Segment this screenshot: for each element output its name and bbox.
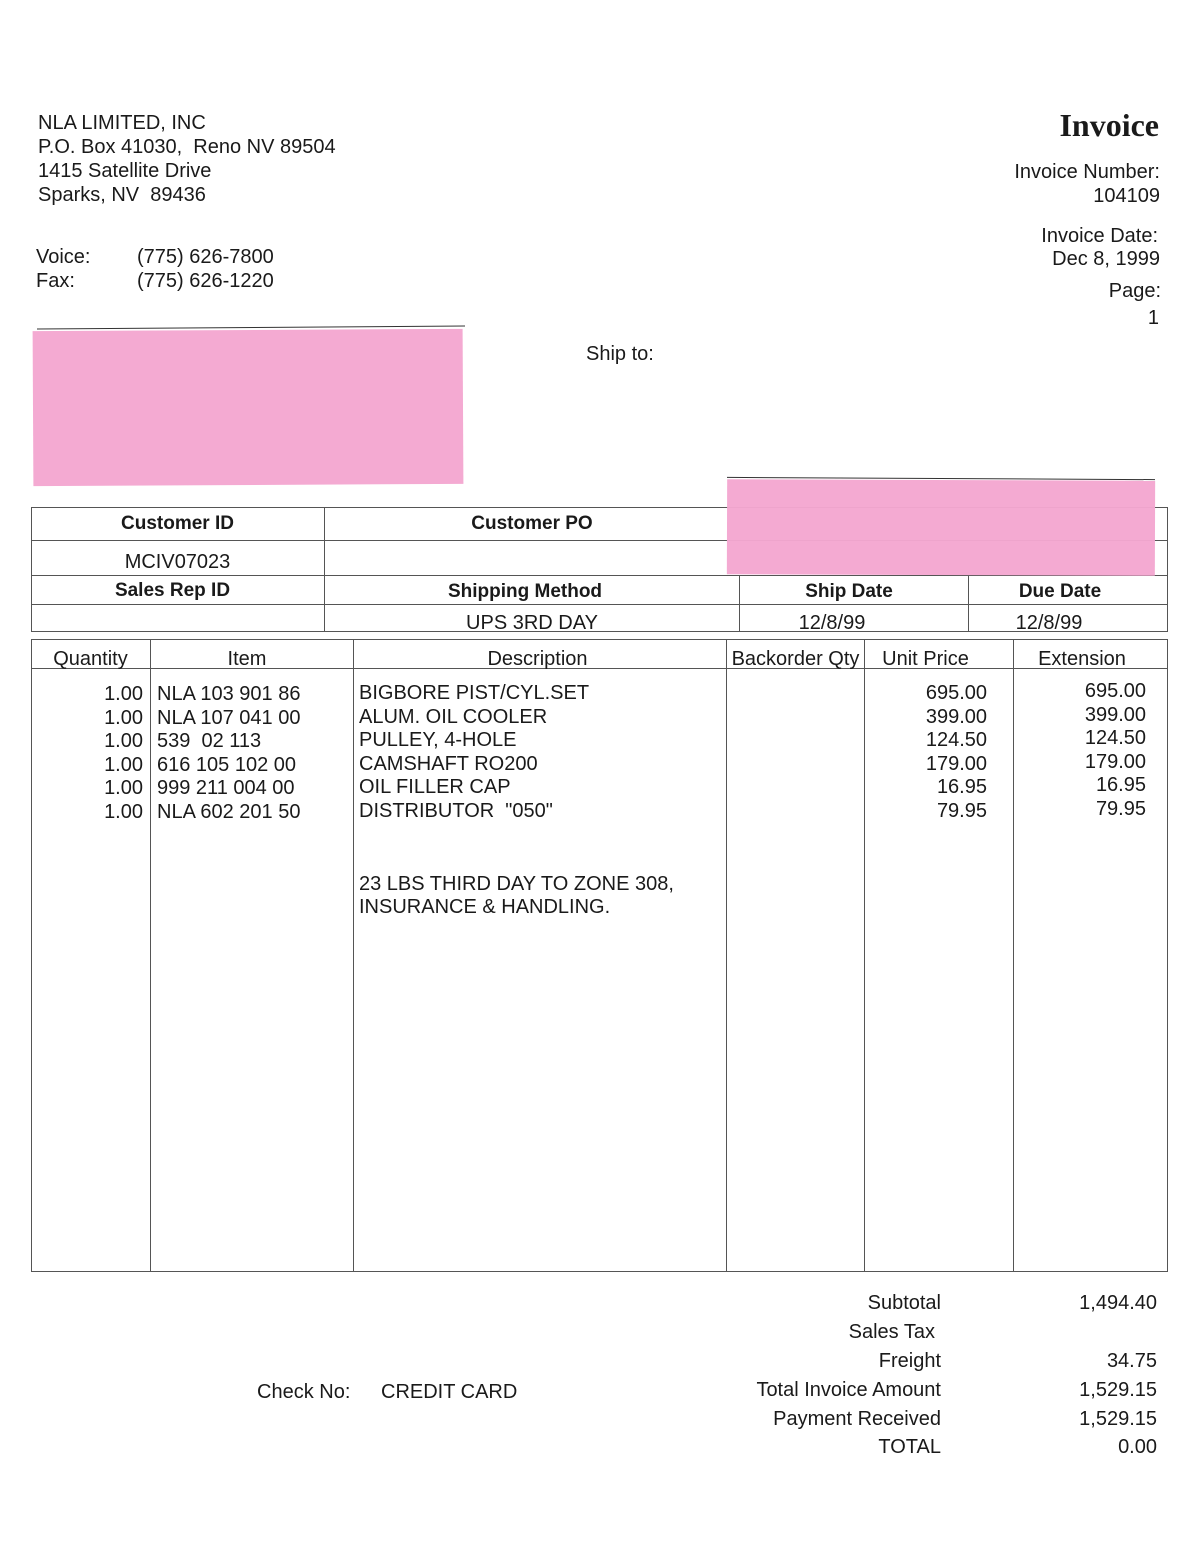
- freight-value: 34.75: [1106, 1350, 1157, 1372]
- quantity-column: [31, 683, 143, 825]
- table-cell-item: 999 211 004 00: [157, 777, 295, 800]
- company-street: 1415 Satellite Drive: [38, 160, 212, 182]
- items-table: [31, 639, 1168, 1272]
- divider: [353, 639, 354, 1272]
- table-cell-item: 539 02 113: [157, 730, 262, 753]
- table-cell-description: ALUM. OIL COOLER: [359, 705, 548, 728]
- due-date-label: Due Date: [1018, 581, 1102, 602]
- table-cell-extension: 16.95: [1095, 774, 1146, 797]
- column-header-backorder: Backorder Qty: [731, 648, 860, 670]
- invoice-date-label: Invoice Date:: [1041, 225, 1158, 247]
- table-cell-item: NLA 602 201 50: [157, 800, 301, 823]
- table-cell-unit-price: 695.00: [925, 682, 987, 704]
- table-cell-unit-price: 16.95: [936, 776, 987, 799]
- table-cell-qty: 1.00: [104, 706, 143, 729]
- extension-column: [1014, 680, 1146, 822]
- company-po-box: P.O. Box 41030, Reno NV 89504: [38, 136, 336, 158]
- table-cell-qty: 1.00: [104, 683, 143, 705]
- description-column: [359, 682, 719, 824]
- table-cell-extension: 124.50: [1084, 727, 1146, 750]
- table-cell-unit-price: 179.00: [925, 752, 987, 775]
- payment-received-label: Payment Received: [773, 1408, 941, 1430]
- total-label: TOTAL: [878, 1436, 941, 1458]
- table-cell-item: NLA 107 041 00: [157, 706, 301, 729]
- table-cell-unit-price: 79.95: [936, 799, 987, 822]
- column-header-unit-price: Unit Price: [882, 648, 969, 670]
- table-cell-extension: 399.00: [1084, 703, 1146, 726]
- table-cell-description: OIL FILLER CAP: [359, 776, 511, 799]
- shipping-method-value: UPS 3RD DAY: [466, 612, 598, 634]
- shipping-note-line-2: INSURANCE & HANDLING.: [359, 896, 611, 918]
- table-cell-qty: 1.00: [104, 777, 143, 800]
- freight-label: Freight: [878, 1350, 941, 1372]
- invoice-number-label: Invoice Number:: [1014, 161, 1160, 183]
- due-date-value: 12/8/99: [1015, 612, 1083, 634]
- table-cell-unit-price: 399.00: [925, 705, 987, 728]
- check-no-label: Check No:: [257, 1381, 351, 1403]
- divider: [31, 639, 1168, 640]
- voice-row: [36, 245, 274, 269]
- shipping-note-line-1: 23 LBS THIRD DAY TO ZONE 308,: [359, 873, 674, 895]
- check-no-value: CREDIT CARD: [381, 1381, 518, 1403]
- redaction-sticker: [33, 329, 464, 486]
- table-cell-extension: 79.95: [1095, 797, 1146, 820]
- fax-row: [36, 269, 274, 293]
- company-contact: [36, 245, 274, 293]
- total-value: 0.00: [1118, 1436, 1157, 1458]
- table-cell-extension: 695.00: [1084, 680, 1146, 702]
- company-city: Sparks, NV 89436: [38, 184, 206, 206]
- table-cell-qty: 1.00: [104, 730, 143, 753]
- voice-number: (775) 626-7800: [137, 246, 274, 268]
- customer-id-value: MCIV07023: [124, 551, 231, 573]
- page-number: 1: [1147, 307, 1159, 329]
- subtotal-label: Subtotal: [867, 1292, 941, 1314]
- table-cell-description: CAMSHAFT RO200: [359, 752, 538, 775]
- total-invoice-value: 1,529.15: [1079, 1379, 1157, 1401]
- invoice-date: Dec 8, 1999: [1052, 248, 1160, 270]
- table-cell-description: DISTRIBUTOR "050": [359, 799, 553, 822]
- table-cell-unit-price: 124.50: [925, 729, 987, 752]
- ship-date-label: Ship Date: [805, 581, 893, 602]
- divider: [150, 639, 151, 1272]
- divider: [726, 639, 727, 1272]
- payment-received-value: 1,529.15: [1079, 1408, 1157, 1430]
- divider: [1167, 639, 1168, 1272]
- table-cell-qty: 1.00: [104, 800, 143, 823]
- fax-number: (775) 626-1220: [137, 270, 274, 292]
- unit-price-column: [865, 682, 987, 824]
- divider: [31, 1271, 1168, 1272]
- subtotal-value: 1,494.40: [1079, 1292, 1157, 1314]
- shipping-method-label: Shipping Method: [447, 581, 603, 602]
- column-header-extension: Extension: [1038, 648, 1126, 670]
- table-cell-item: NLA 103 901 86: [157, 683, 301, 705]
- total-invoice-label: Total Invoice Amount: [756, 1379, 941, 1401]
- customer-po-label: Customer PO: [471, 513, 593, 534]
- invoice-title: Invoice: [1059, 107, 1159, 143]
- divider: [1167, 507, 1168, 632]
- fax-label: Fax:: [36, 270, 75, 292]
- company-address: [38, 111, 336, 207]
- redaction-sticker: [727, 479, 1155, 575]
- table-cell-item: 616 105 102 00: [157, 753, 297, 776]
- sales-tax-label: Sales Tax: [848, 1321, 935, 1343]
- invoice-number: 104109: [1093, 185, 1160, 207]
- column-header-description: Description: [487, 648, 588, 670]
- voice-label: Voice:: [36, 246, 91, 268]
- column-header-quantity: Quantity: [53, 648, 128, 670]
- item-column: [157, 683, 347, 825]
- customer-id-label: Customer ID: [121, 513, 234, 534]
- company-name: NLA LIMITED, INC: [38, 112, 206, 134]
- ship-date-value: 12/8/99: [798, 612, 866, 634]
- table-cell-description: BIGBORE PIST/CYL.SET: [359, 682, 590, 704]
- page-label: Page:: [1108, 280, 1161, 302]
- table-cell-description: PULLEY, 4-HOLE: [359, 729, 517, 752]
- table-cell-extension: 179.00: [1084, 750, 1146, 773]
- ship-to-label: Ship to:: [586, 343, 654, 365]
- column-header-item: Item: [227, 648, 267, 670]
- sales-rep-label: Sales Rep ID: [114, 580, 231, 601]
- table-cell-qty: 1.00: [104, 753, 143, 776]
- divider: [31, 604, 1168, 605]
